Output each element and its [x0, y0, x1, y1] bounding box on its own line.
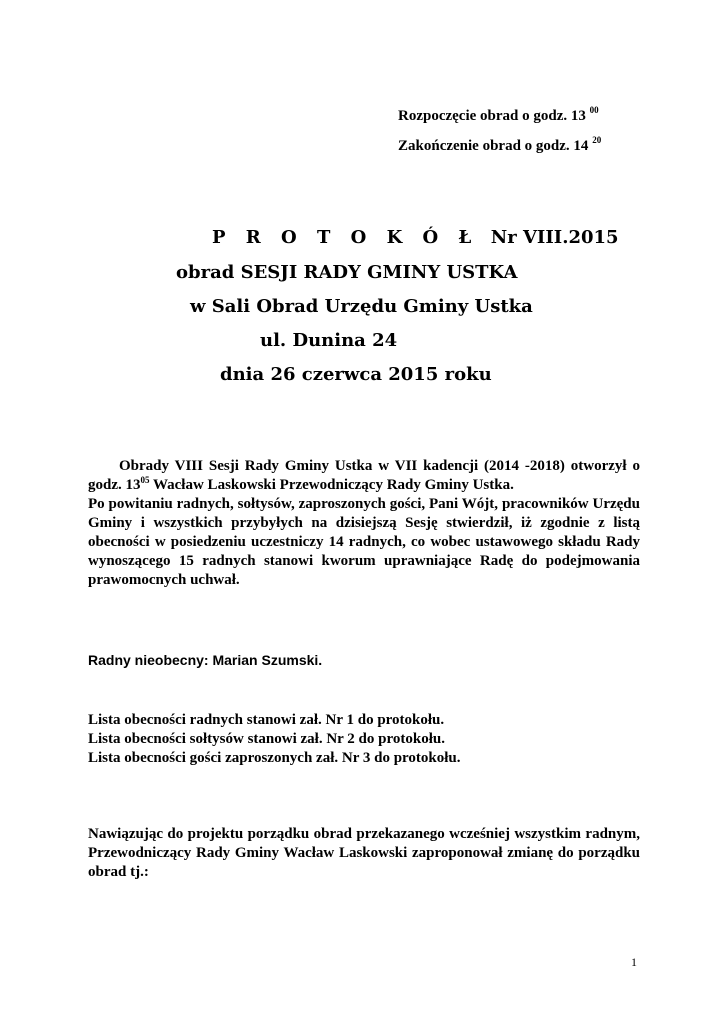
agenda-paragraph [88, 825, 640, 882]
agenda-text: Nawiązując do projektu porządku obrad przekazanego wcześniej wszystkim radnym, Przewodniczący Rady Gminy Wacław Laskowski zaproponował zmianę do porządku obrad tj.: [88, 826, 640, 880]
protocol-title [212, 227, 619, 249]
end-time-label: Zakończenie obrad o godz. 14 [398, 138, 589, 154]
attendance-item: Lista obecności gości zaproszonych zał. Nr 3 do protokołu. [88, 750, 461, 766]
attendance-item: Lista obecności radnych stanowi zał. Nr 1 do protokołu. [88, 712, 445, 728]
start-time-label: Rozpoczęcie obrad o godz. 13 [398, 108, 586, 124]
session-name: obrad SESJI RADY GMINY USTKA [176, 262, 518, 283]
session-start-time [398, 106, 599, 126]
end-time-minutes: 20 [592, 135, 602, 145]
opening-text-end: Wacław Laskowski Przewodniczący Rady Gminy Ustka. [149, 477, 514, 493]
quorum-text: Po powitaniu radnych, sołtysów, zaproszonych gości, Pani Wójt, pracowników Urzędu Gminy i wszystkich przybyłych na dzisiejszą Sesję stwierdził, iż zgodnie z listą obecności w posiedzeniu uczestniczy 14 radnych, co wobec ustawowego składu Rady wynoszącego 15 radnych stanowi kworum uprawniające Radę do podejmowania prawomocnych uchwał. [88, 496, 640, 588]
protocol-word: P R O T O K Ó Ł [212, 227, 479, 248]
protocol-number: Nr VIII.2015 [490, 227, 619, 248]
session-location: w Sali Obrad Urzędu Gminy Ustka [190, 296, 533, 317]
opening-time-minutes: 05 [140, 475, 150, 485]
opening-paragraph [88, 457, 640, 590]
opening-text [88, 457, 640, 495]
start-time-minutes: 00 [589, 105, 599, 115]
attendance-lists [88, 711, 461, 768]
page-number: 1 [631, 955, 637, 969]
opening-text-start: Obrady VIII Sesji Rady Gminy Ustka w VII kadencji (2014 -2018) otworzył o godz. 13 [88, 458, 640, 493]
session-date: dnia 26 czerwca 2015 roku [220, 364, 492, 385]
session-address: ul. Dunina 24 [260, 330, 398, 351]
absent-councillor: Radny nieobecny: Marian Szumski. [88, 652, 323, 668]
attendance-item: Lista obecności sołtysów stanowi zał. Nr 2 do protokołu. [88, 731, 445, 747]
session-end-time [398, 136, 601, 156]
